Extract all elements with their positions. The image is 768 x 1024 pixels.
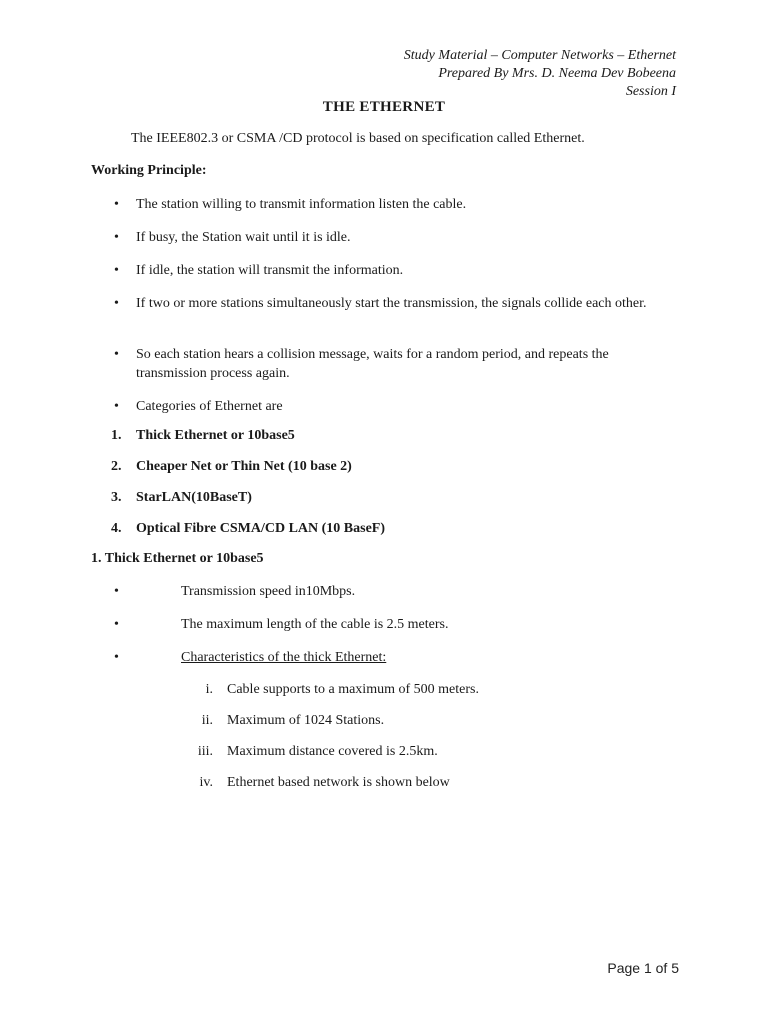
principle-bullet: Categories of Ethernet are [136,399,283,414]
principle-bullet: If busy, the Station wait until it is idle. [136,230,351,245]
intro-paragraph: The IEEE802.3 or CSMA /CD protocol is based on specification called Ethernet. [131,131,585,146]
principle-bullet: If idle, the station will transmit the information. [136,263,404,278]
bullet-marker: • [114,617,119,632]
characteristic-item: Maximum distance covered is 2.5km. [227,744,438,759]
category-number: 2. [111,459,122,474]
bullet-marker: • [114,197,119,212]
category-number: 3. [111,490,122,505]
bullet-marker: • [114,347,119,362]
category-number: 4. [111,521,122,536]
roman-numeral: i. [205,682,213,697]
document-title: THE ETHERNET [322,99,446,115]
category-item: Thick Ethernet or 10base5 [136,428,295,443]
roman-numeral: iii. [197,744,213,759]
category-item: Cheaper Net or Thin Net (10 base 2) [136,459,352,474]
roman-numeral: iv. [199,775,213,790]
characteristic-item: Ethernet based network is shown below [227,775,450,790]
bullet-marker: • [114,399,119,414]
characteristic-item: Cable supports to a maximum of 500 meters. [227,682,479,697]
section1-bullet: Transmission speed in10Mbps. [181,584,356,599]
header-author: Prepared By Mrs. D. Neema Dev Bobeena [438,66,676,81]
bullet-marker: • [114,584,119,599]
section1-heading: 1. Thick Ethernet or 10base5 [91,551,264,566]
header-session: Session I [625,84,676,99]
bullet-marker: • [114,650,119,665]
principle-bullet: So each station hears a collision message, waits for a random period, and repeats the transmission process again. [136,347,609,381]
working-principle-heading: Working Principle: [91,163,207,178]
characteristic-item: Maximum of 1024 Stations. [227,713,385,728]
roman-numeral: ii. [201,713,213,728]
principle-bullet: If two or more stations simultaneously start the transmission, the signals collide each other. [136,296,647,311]
bullet-marker: • [114,230,119,245]
characteristics-subheading: Characteristics of the thick Ethernet: [181,650,387,665]
category-item: StarLAN(10BaseT) [136,490,252,505]
principle-bullet: The station willing to transmit information listen the cable. [136,197,467,212]
bullet-marker: • [114,296,119,311]
category-item: Optical Fibre CSMA/CD LAN (10 BaseF) [136,521,385,536]
category-number: 1. [111,428,122,443]
header-course: Study Material – Computer Networks – Ethernet [403,48,676,63]
document-header [404,47,676,101]
page-number: Page 1 of 5 [607,960,679,976]
bullet-marker: • [114,263,119,278]
section1-bullet: The maximum length of the cable is 2.5 meters. [181,617,449,632]
